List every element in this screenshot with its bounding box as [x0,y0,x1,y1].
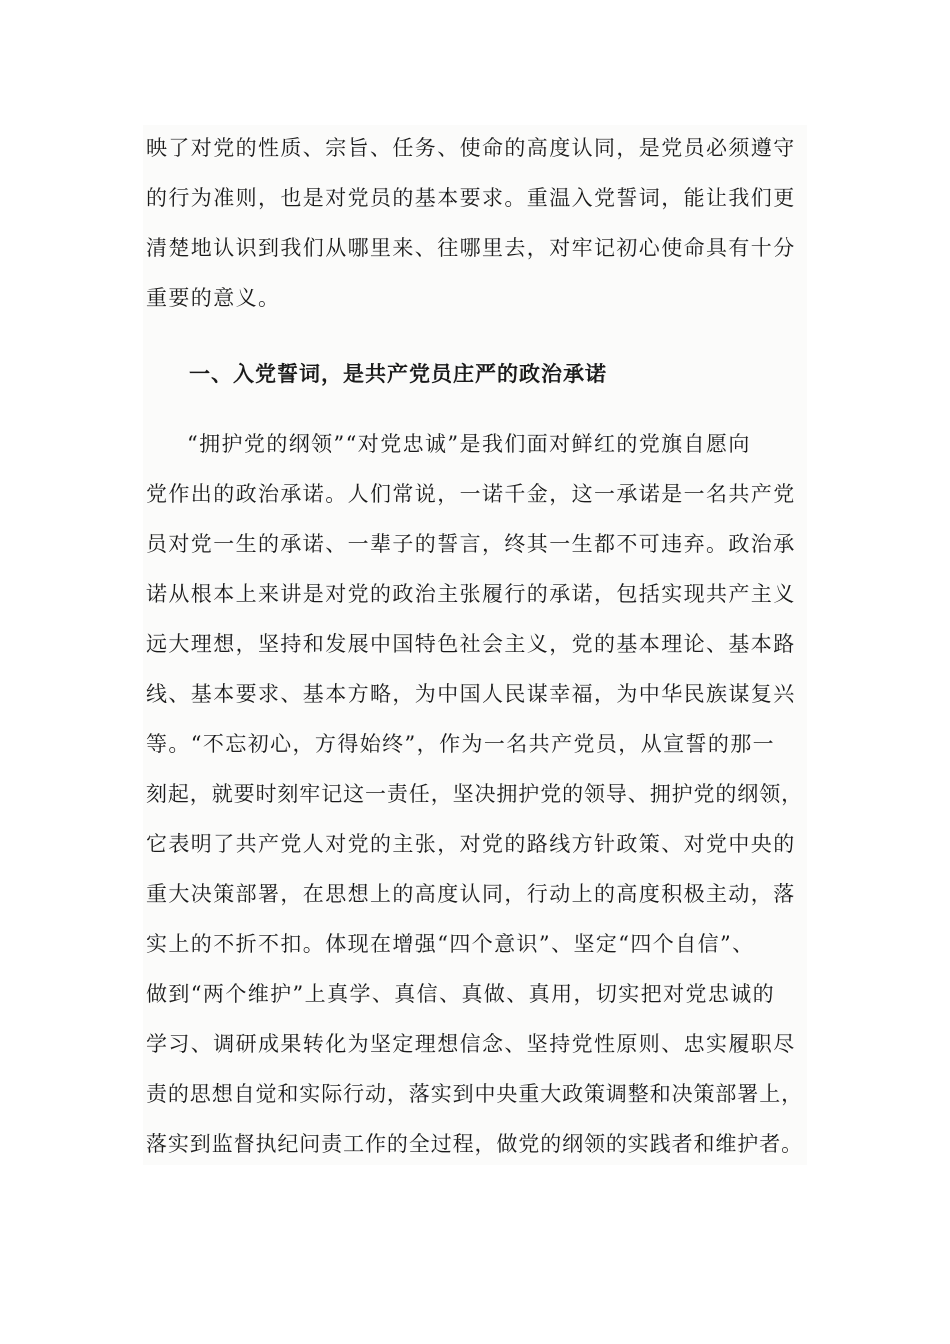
paragraph-line: 重要的意义。 [146,286,281,310]
paragraph-line: 它表明了共产党人对党的主张，对党的路线方针政策、对党中央的 [146,832,796,856]
paragraph-line: 线、基本要求、基本方略，为中国人民谋幸福，为中华民族谋复兴 [146,682,796,706]
paragraph-line: 实上的不折不扣。体现在增强“四个意识”、坚定“四个自信”、 [146,932,755,956]
paragraph-line: 映了对党的性质、宗旨、任务、使命的高度认同，是党员必须遵守 [146,136,796,160]
paragraph-line: 重大决策部署，在思想上的高度认同，行动上的高度积极主动，落 [146,882,796,906]
paragraph-line: 清楚地认识到我们从哪里来、往哪里去，对牢记初心使命具有十分 [146,236,796,260]
paragraph-line: 做到“两个维护”上真学、真信、真做、真用，切实把对党忠诚的 [146,982,776,1006]
section-heading: 一、入党誓词，是共产党员庄严的政治承诺 [189,361,607,386]
paragraph-line: 远大理想，坚持和发展中国特色社会主义，党的基本理论、基本路 [146,632,796,656]
paragraph-line: “拥护党的纲领”“对党忠诚”是我们面对鲜红的党旗自愿向 [187,432,751,456]
paragraph-line: 刻起，就要时刻牢记这一责任，坚决拥护党的领导、拥护党的纲领， [146,782,803,806]
paragraph-line: 诺从根本上来讲是对党的政治主张履行的承诺，包括实现共产主义 [146,582,796,606]
paragraph-line: 员对党一生的承诺、一辈子的誓言，终其一生都不可违弃。政治承 [146,532,796,556]
paragraph-line: 等。“不忘初心，方得始终”，作为一名共产党员，从宣誓的那一 [146,732,776,756]
paragraph-line: 学习、调研成果转化为坚定理想信念、坚持党性原则、忠实履职尽 [146,1032,796,1056]
paragraph-line: 党作出的政治承诺。人们常说，一诺千金，这一承诺是一名共产党 [146,482,796,506]
paragraph-line: 的行为准则，也是对党员的基本要求。重温入党誓词，能让我们更 [146,186,796,210]
paragraph-line: 责的思想自觉和实际行动，落实到中央重大政策调整和决策部署上， [146,1082,803,1106]
document-text-block [143,125,807,1165]
paragraph-line: 落实到监督执纪问责工作的全过程，做党的纲领的实践者和维护者。 [146,1132,803,1156]
